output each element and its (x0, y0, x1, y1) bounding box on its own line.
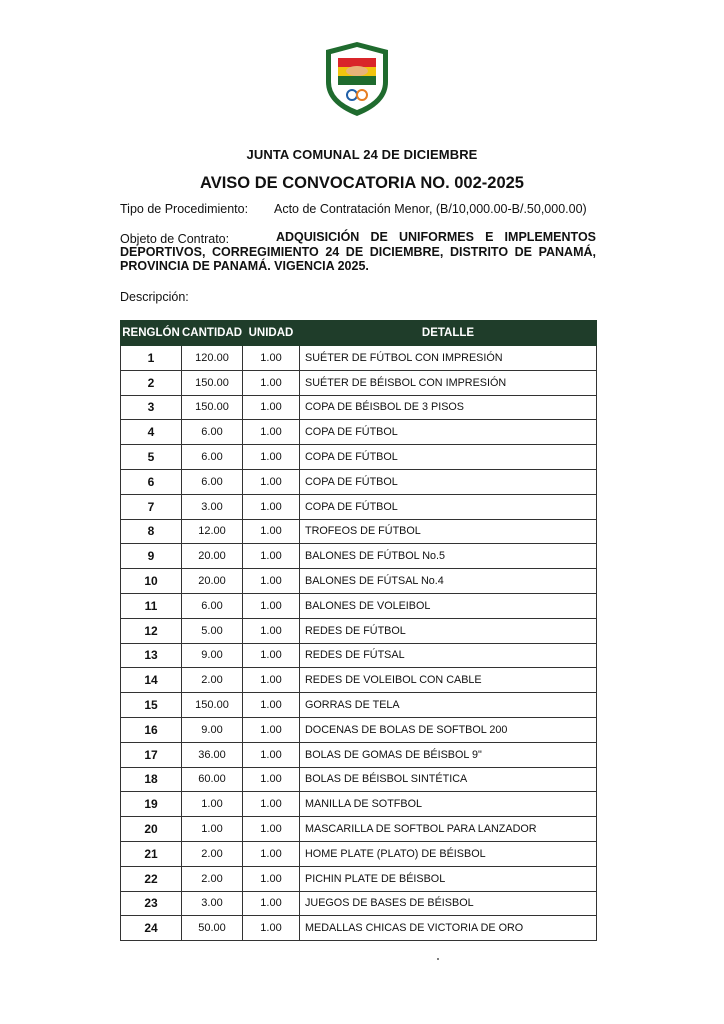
table-row (121, 370, 597, 395)
table-header-row (121, 321, 597, 346)
table-row (121, 569, 597, 594)
row-number-cell: 19 (121, 792, 182, 817)
quantity-cell: 5.00 (182, 618, 243, 643)
quantity-cell: 1.00 (182, 817, 243, 842)
table-row (121, 618, 597, 643)
row-number-cell: 21 (121, 841, 182, 866)
column-header-detalle: DETALLE (300, 321, 597, 346)
quantity-cell: 1.00 (182, 792, 243, 817)
row-number-cell: 13 (121, 643, 182, 668)
organization-name: JUNTA COMUNAL 24 DE DICIEMBRE (246, 147, 478, 162)
row-number-cell: 15 (121, 693, 182, 718)
contract-label: Objeto de Contrato: (120, 232, 230, 246)
contract-object-text: ADQUISICIÓN DE UNIFORMES E IMPLEMENTOS DEPORTIVOS, CORREGIMIENTO 24 DE DICIEMBRE, DISTRITO DE PANAMÁ, PROVINCIA DE PANAMÁ. VIGENCIA 2025. (120, 230, 596, 273)
unit-cell: 1.00 (243, 742, 300, 767)
quantity-cell: 3.00 (182, 494, 243, 519)
unit-cell: 1.00 (243, 593, 300, 618)
detail-cell: REDES DE FÚTSAL (300, 643, 597, 668)
unit-cell: 1.00 (243, 420, 300, 445)
unit-cell: 1.00 (243, 693, 300, 718)
table-row (121, 891, 597, 916)
quantity-cell: 2.00 (182, 668, 243, 693)
row-number-cell: 5 (121, 445, 182, 470)
unit-cell: 1.00 (243, 841, 300, 866)
row-number-cell: 18 (121, 767, 182, 792)
unit-cell: 1.00 (243, 519, 300, 544)
quantity-cell: 60.00 (182, 767, 243, 792)
quantity-cell: 2.00 (182, 866, 243, 891)
unit-cell: 1.00 (243, 866, 300, 891)
unit-cell: 1.00 (243, 643, 300, 668)
detail-cell: BOLAS DE GOMAS DE BÉISBOL 9" (300, 742, 597, 767)
table-row (121, 668, 597, 693)
unit-cell: 1.00 (243, 618, 300, 643)
row-number-cell: 12 (121, 618, 182, 643)
detail-cell: REDES DE VOLEIBOL CON CABLE (300, 668, 597, 693)
procedure-label: Tipo de Procedimiento: (120, 202, 249, 216)
detail-cell: DOCENAS DE BOLAS DE SOFTBOL 200 (300, 717, 597, 742)
detail-cell: MASCARILLA DE SOFTBOL PARA LANZADOR (300, 817, 597, 842)
quantity-cell: 150.00 (182, 395, 243, 420)
row-number-cell: 9 (121, 544, 182, 569)
unit-cell: 1.00 (243, 346, 300, 371)
procedure-value: Acto de Contratación Menor, (B/10,000.00-B/.50,000.00) (274, 202, 587, 216)
unit-cell: 1.00 (243, 817, 300, 842)
column-header-cantidad: CANTIDAD (182, 321, 243, 346)
table-row (121, 841, 597, 866)
table-row (121, 742, 597, 767)
quantity-cell: 150.00 (182, 370, 243, 395)
detail-cell: TROFEOS DE FÚTBOL (300, 519, 597, 544)
detail-cell: COPA DE FÚTBOL (300, 469, 597, 494)
quantity-cell: 3.00 (182, 891, 243, 916)
unit-cell: 1.00 (243, 668, 300, 693)
quantity-cell: 6.00 (182, 469, 243, 494)
detail-cell: BALONES DE VOLEIBOL (300, 593, 597, 618)
unit-cell: 1.00 (243, 494, 300, 519)
quantity-cell: 20.00 (182, 544, 243, 569)
quantity-cell: 9.00 (182, 643, 243, 668)
notice-title: AVISO DE CONVOCATORIA NO. 002-2025 (200, 174, 524, 192)
row-number-cell: 10 (121, 569, 182, 594)
row-number-cell: 20 (121, 817, 182, 842)
detail-cell: BALONES DE FÚTBOL No.5 (300, 544, 597, 569)
detail-cell: COPA DE FÚTBOL (300, 445, 597, 470)
table-row (121, 346, 597, 371)
quantity-cell: 2.00 (182, 841, 243, 866)
unit-cell: 1.00 (243, 445, 300, 470)
detail-cell: PICHIN PLATE DE BÉISBOL (300, 866, 597, 891)
quantity-cell: 36.00 (182, 742, 243, 767)
detail-cell: COPA DE FÚTBOL (300, 494, 597, 519)
table-row (121, 817, 597, 842)
row-number-cell: 22 (121, 866, 182, 891)
detail-cell: MEDALLAS CHICAS DE VICTORIA DE ORO (300, 916, 597, 941)
quantity-cell: 6.00 (182, 445, 243, 470)
table-row (121, 469, 597, 494)
detail-cell: BALONES DE FÚTSAL No.4 (300, 569, 597, 594)
unit-cell: 1.00 (243, 544, 300, 569)
detail-cell: JUEGOS DE BASES DE BÉISBOL (300, 891, 597, 916)
table-row (121, 866, 597, 891)
row-number-cell: 24 (121, 916, 182, 941)
table-row (121, 494, 597, 519)
quantity-cell: 12.00 (182, 519, 243, 544)
unit-cell: 1.00 (243, 395, 300, 420)
junta-comunal-shield-logo (322, 40, 392, 118)
detail-cell: SUÉTER DE BÉISBOL CON IMPRESIÓN (300, 370, 597, 395)
unit-cell: 1.00 (243, 717, 300, 742)
row-number-cell: 7 (121, 494, 182, 519)
table-row (121, 717, 597, 742)
row-number-cell: 14 (121, 668, 182, 693)
column-header-unidad: UNIDAD (243, 321, 300, 346)
table-row (121, 420, 597, 445)
detail-cell: HOME PLATE (PLATO) DE BÉISBOL (300, 841, 597, 866)
detail-cell: COPA DE FÚTBOL (300, 420, 597, 445)
detail-cell: GORRAS DE TELA (300, 693, 597, 718)
table-row (121, 544, 597, 569)
table-row (121, 792, 597, 817)
unit-cell: 1.00 (243, 370, 300, 395)
quantity-cell: 6.00 (182, 593, 243, 618)
stray-dot-mark (437, 958, 439, 960)
description-label: Descripción: (120, 290, 189, 304)
quantity-cell: 20.00 (182, 569, 243, 594)
unit-cell: 1.00 (243, 569, 300, 594)
detail-cell: SUÉTER DE FÚTBOL CON IMPRESIÓN (300, 346, 597, 371)
detail-cell: MANILLA DE SOTFBOL (300, 792, 597, 817)
quantity-cell: 50.00 (182, 916, 243, 941)
row-number-cell: 17 (121, 742, 182, 767)
unit-cell: 1.00 (243, 891, 300, 916)
row-number-cell: 6 (121, 469, 182, 494)
row-number-cell: 8 (121, 519, 182, 544)
detail-cell: REDES DE FÚTBOL (300, 618, 597, 643)
quantity-cell: 6.00 (182, 420, 243, 445)
quantity-cell: 9.00 (182, 717, 243, 742)
table-row (121, 693, 597, 718)
row-number-cell: 11 (121, 593, 182, 618)
table-row (121, 916, 597, 941)
unit-cell: 1.00 (243, 792, 300, 817)
column-header-renglon: RENGLÓN (121, 321, 182, 346)
row-number-cell: 2 (121, 370, 182, 395)
items-table (120, 320, 597, 941)
table-row (121, 395, 597, 420)
quantity-cell: 120.00 (182, 346, 243, 371)
row-number-cell: 3 (121, 395, 182, 420)
unit-cell: 1.00 (243, 469, 300, 494)
table-row (121, 519, 597, 544)
quantity-cell: 150.00 (182, 693, 243, 718)
unit-cell: 1.00 (243, 767, 300, 792)
row-number-cell: 4 (121, 420, 182, 445)
table-row (121, 593, 597, 618)
row-number-cell: 1 (121, 346, 182, 371)
row-number-cell: 16 (121, 717, 182, 742)
row-number-cell: 23 (121, 891, 182, 916)
unit-cell: 1.00 (243, 916, 300, 941)
table-row (121, 643, 597, 668)
table-row (121, 767, 597, 792)
detail-cell: COPA DE BÉISBOL DE 3 PISOS (300, 395, 597, 420)
detail-cell: BOLAS DE BÉISBOL SINTÉTICA (300, 767, 597, 792)
table-row (121, 445, 597, 470)
